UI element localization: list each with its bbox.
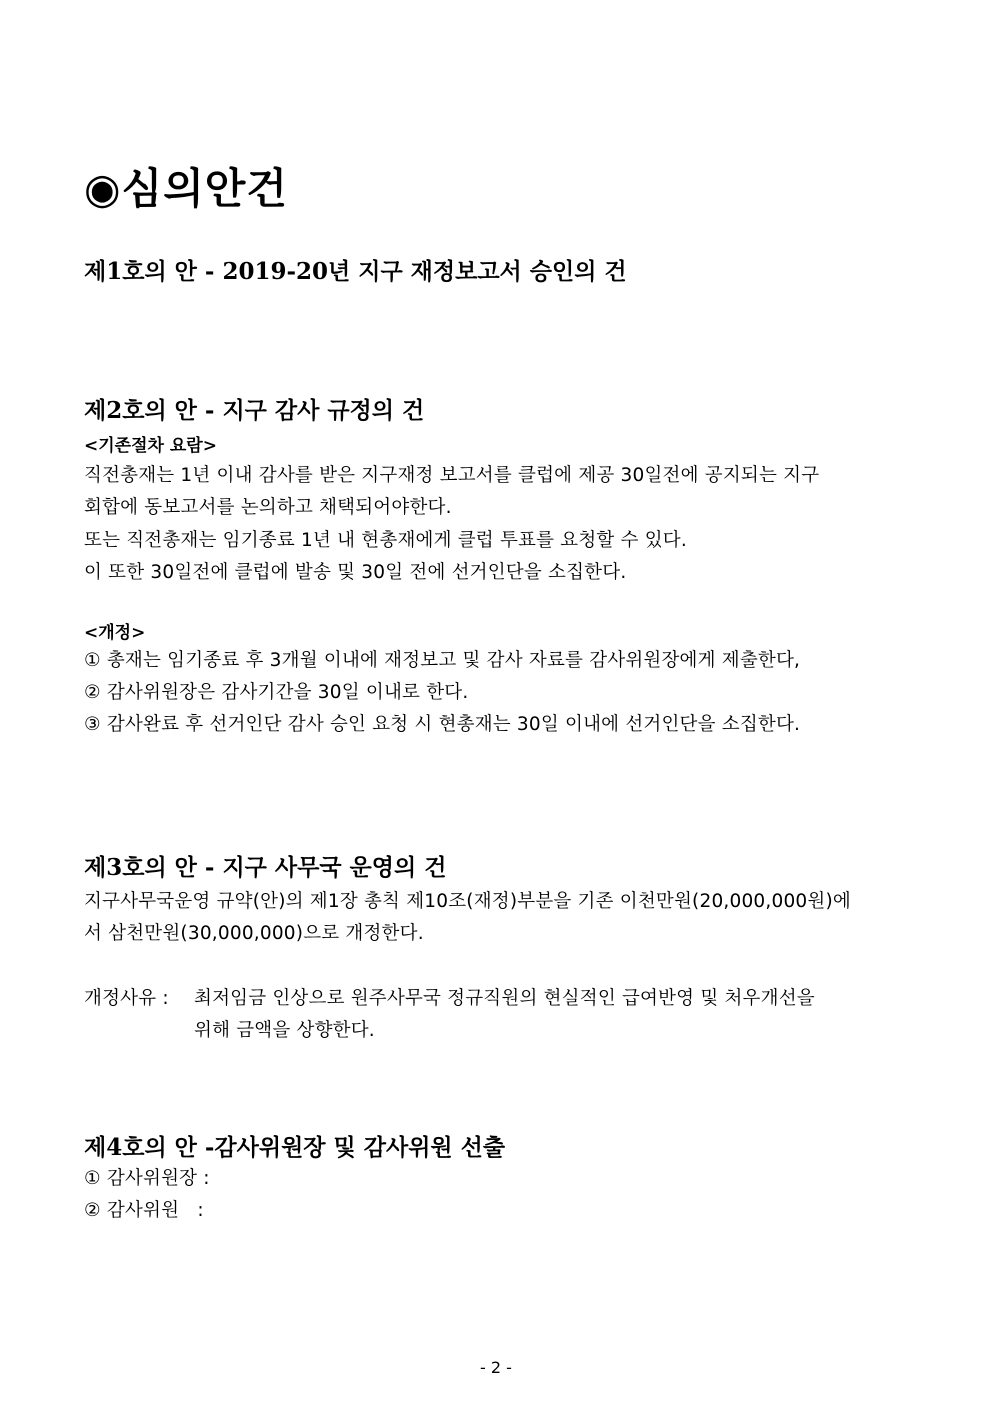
agenda2-existing-label: <기존절차 요람> <box>84 436 217 456</box>
agenda2-existing-line: 회합에 동보고서를 논의하고 채택되어야한다. <box>84 497 452 518</box>
agenda3-heading: 제3호의 안 - 지구 사무국 운영의 건 <box>84 854 447 881</box>
agenda4-item-member: ② 감사위원 : <box>84 1200 204 1221</box>
agenda2-revision-item: ② 감사위원장은 감사기간을 30일 이내로 한다. <box>84 682 469 703</box>
agenda3-body-line: 서 삼천만원(30,000,000)으로 개정한다. <box>84 923 424 944</box>
agenda3-body-line: 지구사무국운영 규약(안)의 제1장 총칙 제10조(재정)부분을 기존 이천만원(20,000,000원)에 <box>84 891 851 912</box>
agenda3-reason-label: 개정사유 : <box>84 988 169 1009</box>
agenda2-revision-item: ③ 감사완료 후 선거인단 감사 승인 요청 시 현총재는 30일 이내에 선거인단을 소집한다. <box>84 714 801 735</box>
agenda2-heading: 제2호의 안 - 지구 감사 규정의 건 <box>84 397 425 424</box>
page-number: - 2 - <box>480 1358 512 1377</box>
agenda2-existing-line: 직전총재는 1년 이내 감사를 받은 지구재정 보고서를 클럽에 제공 30일전에 공지되는 지구 <box>84 465 820 486</box>
agenda3-reason-line: 최저임금 인상으로 원주사무국 정규직원의 현실적인 급여반영 및 처우개선을 <box>194 988 815 1009</box>
agenda3-reason-line: 위해 금액을 상향한다. <box>194 1020 375 1041</box>
agenda2-existing-line: 또는 직전총재는 임기종료 1년 내 현총재에게 클럽 투표를 요청할 수 있다. <box>84 530 687 551</box>
agenda2-revision-label: <개정> <box>84 623 146 643</box>
agenda2-revision-item: ① 총재는 임기종료 후 3개월 이내에 재정보고 및 감사 자료를 감사위원장에게 제출한다, <box>84 650 801 671</box>
agenda2-existing-line: 이 또한 30일전에 클럽에 발송 및 30일 전에 선거인단을 소집한다. <box>84 562 627 583</box>
agenda4-item-chair: ① 감사위원장 : <box>84 1168 210 1189</box>
page-title: ◉심의안건 <box>84 164 288 213</box>
agenda1-heading: 제1호의 안 - 2019-20년 지구 재정보고서 승인의 건 <box>84 258 627 285</box>
agenda4-heading: 제4호의 안 -감사위원장 및 감사위원 선출 <box>84 1134 506 1161</box>
